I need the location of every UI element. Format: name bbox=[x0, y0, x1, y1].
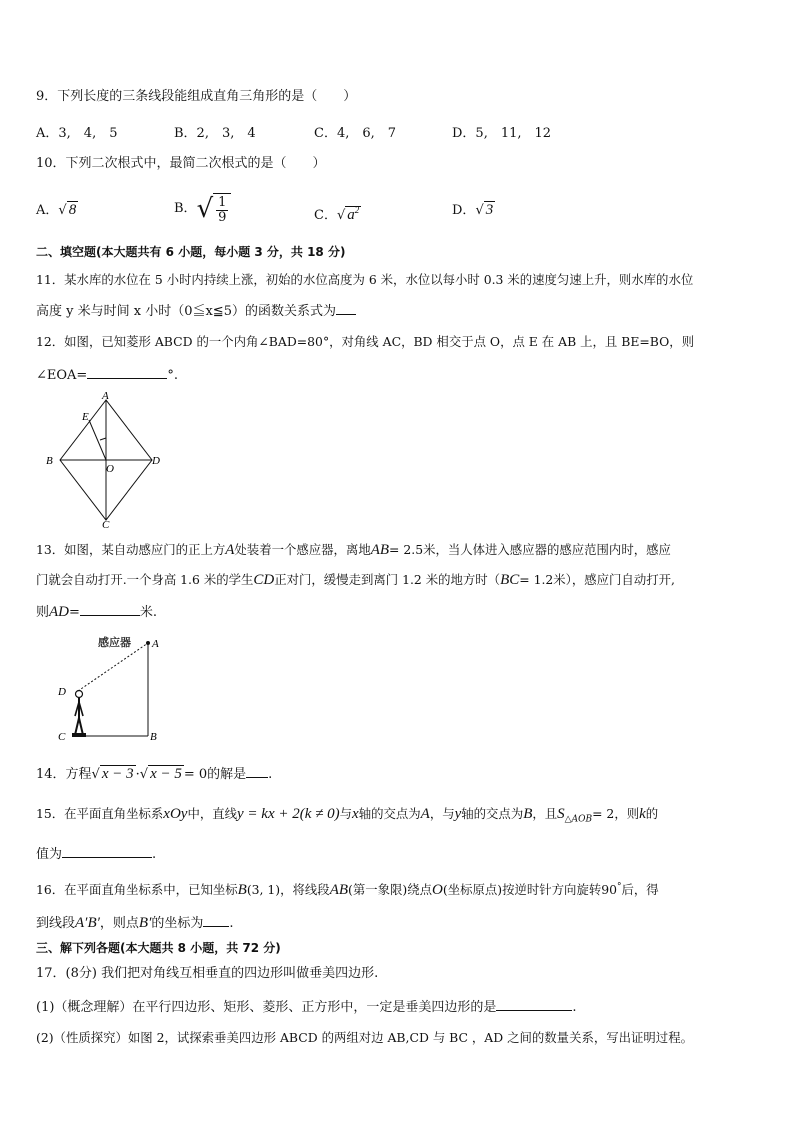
sensor-door-label-c: C bbox=[58, 731, 66, 743]
q11-answer-blank bbox=[336, 300, 356, 315]
q13-line-1: 13．如图，某自动感应门的正上方A处装着一个感应器，离地AB= 2.5米，当人体进入感应器的感应范围内时，感应 bbox=[36, 542, 671, 558]
q10-option-c: C．√ $a^2$ bbox=[314, 205, 360, 223]
rhombus-label-o: O bbox=[106, 463, 114, 475]
rhombus-label-c: C bbox=[102, 519, 110, 530]
q12-line-1: 12．如图，已知菱形 ABCD 的一个内角∠BAD=80°，对角线 AC，BD 相交于点 O，点 E 在 AB 上，且 BE=BO，则 bbox=[36, 334, 695, 349]
q9-option-b: B．2, 3, 4 bbox=[174, 126, 256, 141]
q9-option-c: C．4, 6, 7 bbox=[314, 126, 397, 141]
q17-part-1: (1)（概念理解）在平行四边形、矩形、菱形、正方形中，一定是垂美四边形的是 . bbox=[36, 996, 577, 1018]
q12-line-2: ∠EOA= °. bbox=[36, 364, 178, 386]
q13-answer-blank bbox=[80, 601, 140, 616]
q10-option-b: B． √ $\frac{1}{9}$ bbox=[174, 188, 231, 230]
q15-answer-blank bbox=[62, 843, 152, 858]
sensor-door-label-d: D bbox=[58, 686, 66, 698]
rhombus-label-b: B bbox=[46, 455, 53, 467]
q17-part-2: (2)（性质探究）如图 2，试探索垂美四边形 ABCD 的两组对边 AB,CD 与 BC ，AD 之间的数量关系，写出证明过程。 bbox=[36, 1030, 693, 1045]
q14-answer-blank bbox=[246, 763, 268, 778]
q9-option-d: D．5, 11, 12 bbox=[452, 126, 552, 141]
q10-stem: 10．下列二次根式中，最简二次根式的是（ ） bbox=[36, 156, 326, 171]
rhombus-label-e: E bbox=[82, 411, 89, 423]
q13-line-3: 则AD= 米. bbox=[36, 601, 157, 623]
q9-stem: 9．下列长度的三条线段能组成直角三角形的是（ ） bbox=[36, 89, 357, 104]
q17-answer-blank bbox=[496, 996, 572, 1011]
q11-line-2: 高度 y 米与时间 x 小时（0≦x≦5）的函数关系式为 bbox=[36, 300, 356, 322]
q15-line-1: 15．在平面直角坐标系xOy中，直线y = kx + 2(k ≠ 0)与x轴的交点为A，与y轴的交点为B，且$S_{\triangle AOB}= 2$，则k的 bbox=[36, 806, 659, 825]
q15-line-2: 值为 . bbox=[36, 843, 156, 865]
q16-answer-blank bbox=[203, 912, 229, 927]
section-2-heading: 二、填空题(本大题共有 6 小题，每小题 3 分，共 18 分) bbox=[36, 245, 346, 259]
q10-option-a: A．√ 8 bbox=[36, 202, 77, 218]
q11-line-1: 11．某水库的水位在 5 小时内持续上涨，初始的水位高度为 6 米，水位以每小时 0.3 米的速度匀速上升，则水库的水位 bbox=[36, 272, 694, 287]
section-3-heading: 三、解下列各题(本大题共 8 小题，共 72 分) bbox=[36, 941, 281, 955]
rhombus-label-a: A bbox=[102, 390, 109, 402]
q13-line-2: 门就会自动打开.一个身高 1.6 米的学生CD正对门，缓慢走到离门 1.2 米的地方时（BC= 1.2米），感应门自动打开, bbox=[36, 572, 675, 588]
sensor-label: 感应器 bbox=[98, 636, 131, 649]
sensor-door-label-a: A bbox=[152, 638, 159, 650]
q14-line: 14．方程√ x − 3 ·√ x − 5 = 0的解是 . bbox=[36, 763, 272, 785]
q17-stem: 17．(8分) 我们把对角线互相垂直的四边形叫做垂美四边形. bbox=[36, 966, 379, 981]
q16-line-1: 16．在平面直角坐标系中，已知坐标B(3, 1)，将线段AB(第一象限)绕点O(坐标原点)按逆时针方向旋转90°后，得 bbox=[36, 882, 659, 899]
q16-line-2: 到线段A′B′，则点B′的坐标为 . bbox=[36, 912, 234, 934]
q10-option-d: D．√ 3 bbox=[452, 202, 494, 218]
sensor-door-figure bbox=[52, 628, 172, 746]
q9-option-a: A．3, 4, 5 bbox=[36, 126, 118, 141]
sensor-door-label-b: B bbox=[150, 731, 157, 743]
rhombus-label-d: D bbox=[152, 455, 160, 467]
q12-answer-blank bbox=[87, 364, 167, 379]
rhombus-figure bbox=[40, 390, 170, 530]
